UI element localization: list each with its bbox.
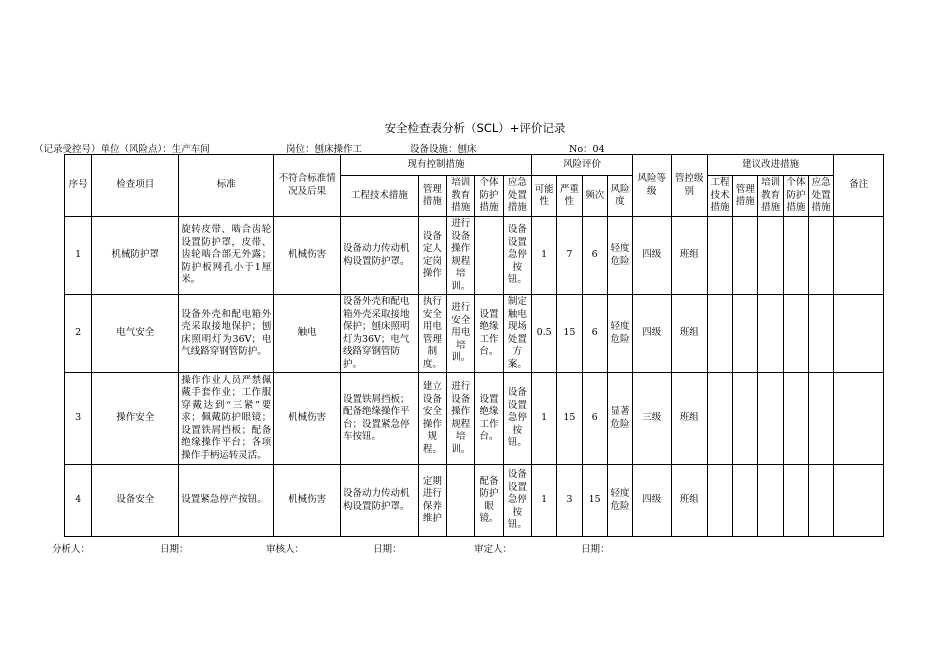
row-emerg-measure: 设备设置急停按钮。 <box>503 465 531 537</box>
row-sug-ppe <box>783 465 808 537</box>
row-control-level: 班组 <box>671 295 707 373</box>
row-sug-ppe <box>783 295 808 373</box>
row-control-level: 班组 <box>671 465 707 537</box>
header-sug-emerg: 应急处置措施 <box>808 176 833 217</box>
header-current-eng: 工程技术措施 <box>340 176 418 217</box>
row-sug-train <box>758 295 783 373</box>
header-risk-degree: 风险度 <box>607 176 632 217</box>
row-frequency: 6 <box>582 373 607 465</box>
row-likelihood: 1 <box>532 373 557 465</box>
row-remark <box>834 295 884 373</box>
row-likelihood: 1 <box>532 465 557 537</box>
row-risk-degree: 显著危险 <box>607 373 632 465</box>
row-emerg-measure: 制定触电现场处置方案。 <box>503 295 531 373</box>
row-risk-degree: 轻度危险 <box>607 465 632 537</box>
header-suggested-measures: 建议改进措施 <box>707 155 833 176</box>
post-label: 岗位：刨床操作工 <box>286 144 363 155</box>
row-standard: 操作作业人员严禁佩戴手套作业；工作服穿戴达到“三紧”要求；佩戴防护眼镜；设置铁屑挡板；配备绝缘操作平台；各项操作手柄运转灵活。 <box>179 373 274 465</box>
row-sug-train <box>758 373 783 465</box>
row-seq: 4 <box>65 465 92 537</box>
analyst-label: 分析人： <box>52 544 91 555</box>
row-eng-measure: 设置铁屑挡板；配备绝缘操作平台；设置紧急停车按钮。 <box>340 373 418 465</box>
row-standard: 设置紧急停产按钮。 <box>179 465 274 537</box>
reviewer-label: 审核人： <box>266 544 305 555</box>
header-frequency: 频次 <box>582 176 607 217</box>
row-severity: 15 <box>557 373 582 465</box>
row-sug-train <box>758 465 783 537</box>
row-train-measure <box>447 465 475 537</box>
row-item: 操作安全 <box>92 373 179 465</box>
row-mgmt-measure: 定期进行保养维护 <box>418 465 446 537</box>
row-risk-degree: 轻度危险 <box>607 295 632 373</box>
row-nonconform: 机械伤害 <box>274 217 341 295</box>
document-title: 安全检查表分析（SCL）+评价记录 <box>384 121 566 135</box>
header-current-measures: 现有控制措施 <box>340 155 531 176</box>
row-nonconform: 触电 <box>274 295 341 373</box>
row-seq: 1 <box>65 217 92 295</box>
row-emerg-measure: 设备设置急停按钮。 <box>503 217 531 295</box>
row-remark <box>834 217 884 295</box>
row-likelihood: 1 <box>532 217 557 295</box>
row-item: 电气安全 <box>92 295 179 373</box>
table-row <box>65 373 884 465</box>
row-ppe-measure: 设置绝缘工作台。 <box>475 295 503 373</box>
row-seq: 3 <box>65 373 92 465</box>
row-nonconform: 机械伤害 <box>274 465 341 537</box>
record-number: No：04 <box>569 144 605 155</box>
header-risk-level: 风险等级 <box>633 155 671 217</box>
row-sug-eng <box>707 295 732 373</box>
row-item: 机械防护罩 <box>92 217 179 295</box>
header-current-emerg: 应急处置措施 <box>503 176 531 217</box>
row-eng-measure: 设备动力传动机构设置防护罩。 <box>340 217 418 295</box>
row-sug-mgmt <box>733 217 758 295</box>
scl-table <box>64 154 884 537</box>
analyst-date-label: 日期： <box>160 544 189 555</box>
row-train-measure: 进行安全用电培训。 <box>447 295 475 373</box>
row-sug-eng <box>707 217 732 295</box>
row-sug-mgmt <box>733 295 758 373</box>
row-sug-emerg <box>808 295 833 373</box>
row-eng-measure: 设备外壳和配电箱外壳采取接地保护；刨床照明灯为36V；电气线路穿钢管防护。 <box>340 295 418 373</box>
row-standard: 旋转皮带、啮合齿轮设置防护罩，皮带、齿轮啮合部无外露；防护板网孔小于1厘米。 <box>179 217 274 295</box>
row-sug-emerg <box>808 217 833 295</box>
row-mgmt-measure: 设备定人定岗操作 <box>418 217 446 295</box>
row-sug-emerg <box>808 465 833 537</box>
table-row <box>65 465 884 537</box>
row-sug-train <box>758 217 783 295</box>
row-ppe-measure <box>475 217 503 295</box>
row-sug-ppe <box>783 217 808 295</box>
header-remark: 备注 <box>834 155 884 217</box>
row-item: 设备安全 <box>92 465 179 537</box>
row-seq: 2 <box>65 295 92 373</box>
row-nonconform: 机械伤害 <box>274 373 341 465</box>
header-severity: 严重性 <box>557 176 582 217</box>
row-likelihood: 0.5 <box>532 295 557 373</box>
reviewer-date-label: 日期： <box>373 544 402 555</box>
row-eng-measure: 设备动力传动机构设置防护罩。 <box>340 465 418 537</box>
table-row <box>65 295 884 373</box>
row-frequency: 6 <box>582 295 607 373</box>
header-sug-mgmt: 管理措施 <box>733 176 758 217</box>
row-control-level: 班组 <box>671 217 707 295</box>
row-severity: 7 <box>557 217 582 295</box>
row-risk-level: 四级 <box>633 295 671 373</box>
row-sug-mgmt <box>733 465 758 537</box>
header-control-level: 管控级别 <box>671 155 707 217</box>
row-train-measure: 进行设备操作规程培训。 <box>447 373 475 465</box>
facility-label: 设备设施：刨床 <box>410 144 477 155</box>
header-standard: 标准 <box>179 155 274 217</box>
approver-date-label: 日期： <box>581 544 610 555</box>
approver-label: 审定人： <box>474 544 513 555</box>
row-risk-level: 四级 <box>633 465 671 537</box>
row-sug-mgmt <box>733 373 758 465</box>
header-risk-evaluation: 风险评价 <box>532 155 633 176</box>
row-control-level: 班组 <box>671 373 707 465</box>
header-current-ppe: 个体防护措施 <box>475 176 503 217</box>
table-row <box>65 217 884 295</box>
header-sug-eng: 工程技术措施 <box>707 176 732 217</box>
row-risk-level: 四级 <box>633 217 671 295</box>
row-mgmt-measure: 建立设备安全操作规程。 <box>418 373 446 465</box>
row-frequency: 6 <box>582 217 607 295</box>
row-risk-degree: 轻度危险 <box>607 217 632 295</box>
header-sug-train: 培训教育措施 <box>758 176 783 217</box>
row-severity: 3 <box>557 465 582 537</box>
row-standard: 设备外壳和配电箱外壳采取接地保护；刨床照明灯为36V；电气线路穿钢管防护。 <box>179 295 274 373</box>
row-severity: 15 <box>557 295 582 373</box>
header-seq: 序号 <box>65 155 92 217</box>
row-sug-eng <box>707 373 732 465</box>
row-remark <box>834 373 884 465</box>
row-emerg-measure: 设备设置急停按钮。 <box>503 373 531 465</box>
row-sug-emerg <box>808 373 833 465</box>
header-current-mgmt: 管理措施 <box>418 176 446 217</box>
header-nonconform: 不符合标准情况及后果 <box>274 155 341 217</box>
row-train-measure: 进行设备操作规程培训。 <box>447 217 475 295</box>
row-mgmt-measure: 执行安全用电管理制度。 <box>418 295 446 373</box>
header-sug-ppe: 个体防护措施 <box>783 176 808 217</box>
row-sug-ppe <box>783 373 808 465</box>
row-risk-level: 三级 <box>633 373 671 465</box>
header-row-1 <box>65 155 884 176</box>
header-likelihood: 可能性 <box>532 176 557 217</box>
header-item: 检查项目 <box>92 155 179 217</box>
row-ppe-measure: 设置绝缘工作台。 <box>475 373 503 465</box>
row-remark <box>834 465 884 537</box>
row-frequency: 15 <box>582 465 607 537</box>
row-ppe-measure: 配备防护眼镜。 <box>475 465 503 537</box>
unit-label: （记录受控号）单位（风险点）：生产车间 <box>34 144 210 155</box>
header-current-train: 培训教育措施 <box>447 176 475 217</box>
row-sug-eng <box>707 465 732 537</box>
